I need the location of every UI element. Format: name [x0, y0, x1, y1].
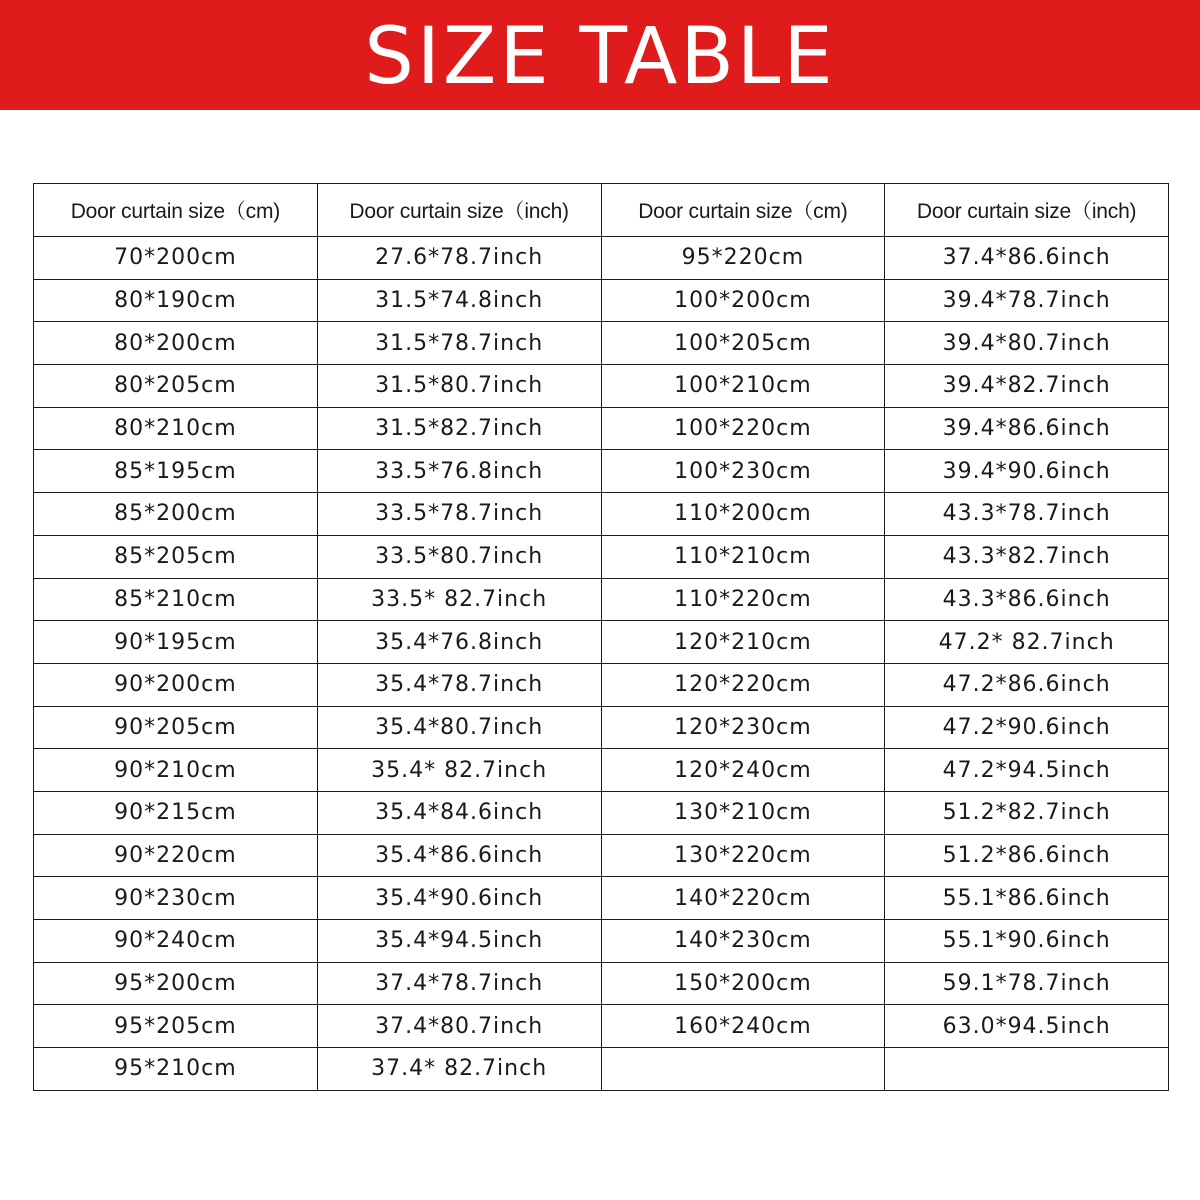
table-cell: 35.4*94.5inch — [317, 920, 601, 963]
table-row — [34, 1005, 1169, 1048]
table-row — [34, 749, 1169, 792]
table-cell: 37.4*86.6inch — [885, 237, 1169, 280]
table-row — [34, 279, 1169, 322]
table-cell: 37.4*78.7inch — [317, 962, 601, 1005]
table-cell: 47.2* 82.7inch — [885, 621, 1169, 664]
table-row — [34, 834, 1169, 877]
table-cell: 110*220cm — [601, 578, 885, 621]
table-cell: 51.2*86.6inch — [885, 834, 1169, 877]
table-cell: 100*220cm — [601, 407, 885, 450]
table-cell: 31.5*78.7inch — [317, 322, 601, 365]
table-cell: 140*220cm — [601, 877, 885, 920]
title-banner — [0, 0, 1200, 110]
table-cell: 33.5* 82.7inch — [317, 578, 601, 621]
table-cell: 95*220cm — [601, 237, 885, 280]
table-cell — [601, 1048, 885, 1091]
table-cell: 55.1*86.6inch — [885, 877, 1169, 920]
table-cell: 140*230cm — [601, 920, 885, 963]
table-cell: 47.2*86.6inch — [885, 663, 1169, 706]
size-table — [33, 183, 1169, 1091]
table-row — [34, 493, 1169, 536]
table-cell: 160*240cm — [601, 1005, 885, 1048]
table-cell: 35.4*86.6inch — [317, 834, 601, 877]
table-row — [34, 237, 1169, 280]
table-cell: 39.4*90.6inch — [885, 450, 1169, 493]
table-cell: 63.0*94.5inch — [885, 1005, 1169, 1048]
table-cell: 90*195cm — [34, 621, 318, 664]
table-row — [34, 621, 1169, 664]
table-cell: 43.3*86.6inch — [885, 578, 1169, 621]
table-row — [34, 322, 1169, 365]
table-row — [34, 663, 1169, 706]
table-cell: 100*210cm — [601, 365, 885, 408]
table-cell: 59.1*78.7inch — [885, 962, 1169, 1005]
table-cell: 120*210cm — [601, 621, 885, 664]
table-cell: 95*200cm — [34, 962, 318, 1005]
table-cell: 39.4*86.6inch — [885, 407, 1169, 450]
table-cell: 90*200cm — [34, 663, 318, 706]
column-header: Door curtain size（cm) — [601, 184, 885, 237]
table-cell: 120*220cm — [601, 663, 885, 706]
table-cell: 150*200cm — [601, 962, 885, 1005]
table-cell: 31.5*80.7inch — [317, 365, 601, 408]
table-cell: 90*205cm — [34, 706, 318, 749]
table-cell: 47.2*90.6inch — [885, 706, 1169, 749]
table-cell: 90*240cm — [34, 920, 318, 963]
table-cell: 90*230cm — [34, 877, 318, 920]
table-cell: 33.5*78.7inch — [317, 493, 601, 536]
table-cell — [885, 1048, 1169, 1091]
table-cell: 85*205cm — [34, 535, 318, 578]
table-row — [34, 962, 1169, 1005]
table-cell: 80*190cm — [34, 279, 318, 322]
table-cell: 90*220cm — [34, 834, 318, 877]
table-cell: 85*195cm — [34, 450, 318, 493]
table-cell: 85*210cm — [34, 578, 318, 621]
table-row — [34, 407, 1169, 450]
table-cell: 85*200cm — [34, 493, 318, 536]
table-row — [34, 535, 1169, 578]
table-cell: 35.4*80.7inch — [317, 706, 601, 749]
table-cell: 90*215cm — [34, 791, 318, 834]
table-cell: 100*230cm — [601, 450, 885, 493]
size-table-container — [33, 183, 1169, 1091]
table-cell: 80*210cm — [34, 407, 318, 450]
table-header-row — [34, 184, 1169, 237]
table-cell: 43.3*78.7inch — [885, 493, 1169, 536]
table-cell: 51.2*82.7inch — [885, 791, 1169, 834]
table-cell: 31.5*74.8inch — [317, 279, 601, 322]
page-title: SIZE TABLE — [364, 12, 836, 102]
table-cell: 43.3*82.7inch — [885, 535, 1169, 578]
table-cell: 33.5*76.8inch — [317, 450, 601, 493]
table-body — [34, 237, 1169, 1091]
table-cell: 100*205cm — [601, 322, 885, 365]
table-cell: 95*205cm — [34, 1005, 318, 1048]
table-cell: 39.4*82.7inch — [885, 365, 1169, 408]
table-cell: 33.5*80.7inch — [317, 535, 601, 578]
table-cell: 39.4*80.7inch — [885, 322, 1169, 365]
table-cell: 31.5*82.7inch — [317, 407, 601, 450]
table-row — [34, 365, 1169, 408]
table-cell: 37.4* 82.7inch — [317, 1048, 601, 1091]
table-cell: 47.2*94.5inch — [885, 749, 1169, 792]
table-cell: 120*230cm — [601, 706, 885, 749]
table-cell: 35.4*78.7inch — [317, 663, 601, 706]
table-row — [34, 877, 1169, 920]
table-cell: 80*205cm — [34, 365, 318, 408]
table-row — [34, 706, 1169, 749]
table-cell: 90*210cm — [34, 749, 318, 792]
table-cell: 110*210cm — [601, 535, 885, 578]
table-row — [34, 920, 1169, 963]
table-cell: 130*210cm — [601, 791, 885, 834]
table-row — [34, 578, 1169, 621]
column-header: Door curtain size（cm) — [34, 184, 318, 237]
table-cell: 39.4*78.7inch — [885, 279, 1169, 322]
table-cell: 100*200cm — [601, 279, 885, 322]
table-cell: 130*220cm — [601, 834, 885, 877]
table-cell: 80*200cm — [34, 322, 318, 365]
table-cell: 70*200cm — [34, 237, 318, 280]
table-cell: 35.4*84.6inch — [317, 791, 601, 834]
table-cell: 35.4*76.8inch — [317, 621, 601, 664]
table-row — [34, 791, 1169, 834]
table-cell: 110*200cm — [601, 493, 885, 536]
table-cell: 120*240cm — [601, 749, 885, 792]
table-cell: 35.4* 82.7inch — [317, 749, 601, 792]
table-row — [34, 450, 1169, 493]
table-cell: 27.6*78.7inch — [317, 237, 601, 280]
table-row — [34, 1048, 1169, 1091]
table-cell: 37.4*80.7inch — [317, 1005, 601, 1048]
table-cell: 35.4*90.6inch — [317, 877, 601, 920]
table-cell: 95*210cm — [34, 1048, 318, 1091]
column-header: Door curtain size（inch) — [317, 184, 601, 237]
column-header: Door curtain size（inch) — [885, 184, 1169, 237]
table-cell: 55.1*90.6inch — [885, 920, 1169, 963]
